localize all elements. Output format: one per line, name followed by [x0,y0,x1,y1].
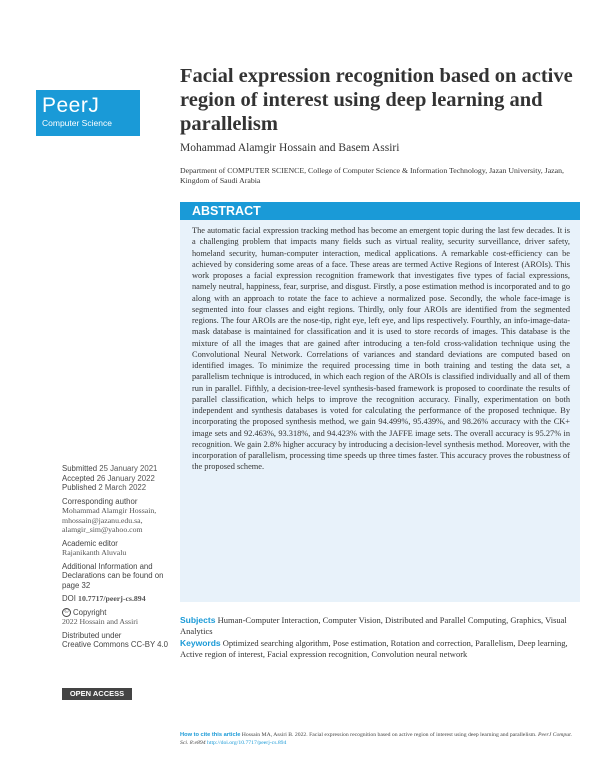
paper-affiliation: Department of COMPUTER SCIENCE, College of Computer Science & Information Technology, Jazan University, Jazan, Kingdom of Saudi Arabia [180,166,564,185]
doi-link[interactable]: 10.7717/peerj-cs.894 [78,594,146,603]
keywords-label: Keywords [180,638,221,648]
subjects-value: Human-Computer Interaction, Computer Vision, Distributed and Parallel Computing, Graphics, Visual Analytics [180,615,567,636]
accepted-label: Accepted [62,473,95,483]
corresponding-name: Mohammad Alamgir Hossain, [62,506,157,515]
open-access-badge: OPEN ACCESS [62,688,132,700]
copyright-holder: 2022 Hossain and Assiri [62,617,139,626]
journal-brand: PeerJ [42,94,100,117]
published-date: 2 March 2022 [98,483,147,492]
corresponding-email-1[interactable]: mhossain@jazanu.edu.sa, [62,515,143,525]
abstract-heading: ABSTRACT [192,204,261,218]
accepted-date: 26 January 2022 [96,473,155,483]
editor-name: Rajanikanth Aluvalu [62,548,127,557]
paper-title: Facial expression recognition based on active region of interest using deep learning and parallelism [180,65,573,135]
submitted-date: 25 January 2021 [99,464,158,473]
published-label: Published [62,483,97,492]
additional-info: Additional Information and Declarations can be found on page 32 [62,561,164,590]
copyright-icon: © [62,608,71,617]
cite-text: Hossain MA, Assiri B. 2022. Facial expression recognition based on active region of interest using deep learning and parallelism. [241,732,537,738]
journal-logo [36,90,140,136]
corresponding-email-2[interactable]: alamgir_sim@yahoo.com [62,525,143,534]
keywords-row [180,638,580,660]
cite-link[interactable]: http://doi.org/10.7717/peerj-cs.894 [207,740,287,746]
cite-label: How to cite this article [180,732,241,738]
citation-footer [180,731,580,747]
sidebar-dates [62,464,172,650]
keywords-value: Optimized searching algorithm, Pose estimation, Rotation and correction, Parallelism, Deep learning, Active region of interest, Facial expression recognition, Convolution neural network [180,638,568,659]
paper-authors: Mohammad Alamgir Hossain and Basem Assiri [180,142,400,154]
abstract-header [180,202,580,220]
journal-subtitle: Computer Science [42,118,112,128]
cite-journal: PeerJ Comput. Sci. 8:e894 [180,732,573,746]
submitted-label: Submitted [62,464,98,473]
license-line-1: Distributed under [62,630,122,640]
abstract-box [180,220,580,602]
subjects-row [180,615,580,637]
editor-label: Academic editor [62,538,118,548]
paper-meta [180,615,580,661]
abstract-text: The automatic facial expression tracking method has become an emergent topic during the last few decades. It is a challenging problem that impacts many fields such as virtual reality, security surveillance, driver safety, homeland security, human-computer interaction, medical applications. A remarkable cost-efficiency can be achieved by considering some areas of a face. These areas are termed Active Regions of Interest (AROIs). This work proposes a facial expression recognition framework that investigates five types of facial expressions, namely neutral, happiness, fear, surprise, and disgust. Firstly, a pose estimation method is incorporated and to go along with an approach to rotate the face to achieve a normalized pose. Secondly, the whole face-image is segmented into four classes and eight regions. Thirdly, only four AROIs are identified from the segmented regions. The four AROIs are the nose-tip, right eye, left eye, and lips respectively. Fourthly, an info-image-data-mask database is maintained for classification and it is used to store records of images. This database is the mixture of all the images that are gained after introducing a ten-fold cross-validation technique using the Convolutional Neural Network. Correlations of variances and standard deviations are computed based on identified images. To minimize the required processing time in both training and testing the data set, a parallelism technique is introduced, in which each region of the AROIs is classified individually and all of them run in parallel. Fifthly, a decision-tree-level synthesis-based framework is proposed to coordinate the results of parallel classification, which helps to improve the recognition accuracy. Finally, experimentation on both independent and synthesis databases is voted for calculating the performance of the proposed technique. By incorporating the proposed synthesis method, we gain 94.499%, 95.439%, and 98.26% accuracy with the CK+ image sets and 92.463%, 93.318%, and 94.423% with the JAFFE image sets. The overall accuracy is 95.27% in recognition. We gain 2.8% higher accuracy by introducing a decision-level synthesis method. Moreover, with the incorporation of parallelism, processing time speeds up three times faster. This accuracy proves the robustness of the proposed scheme. [192,226,570,472]
doi-label: DOI [62,594,76,603]
license-line-2[interactable]: Creative Commons CC-BY 4.0 [62,640,169,649]
corresponding-label: Corresponding author [62,496,138,506]
subjects-label: Subjects [180,615,216,625]
copyright-label: Copyright [73,607,107,617]
